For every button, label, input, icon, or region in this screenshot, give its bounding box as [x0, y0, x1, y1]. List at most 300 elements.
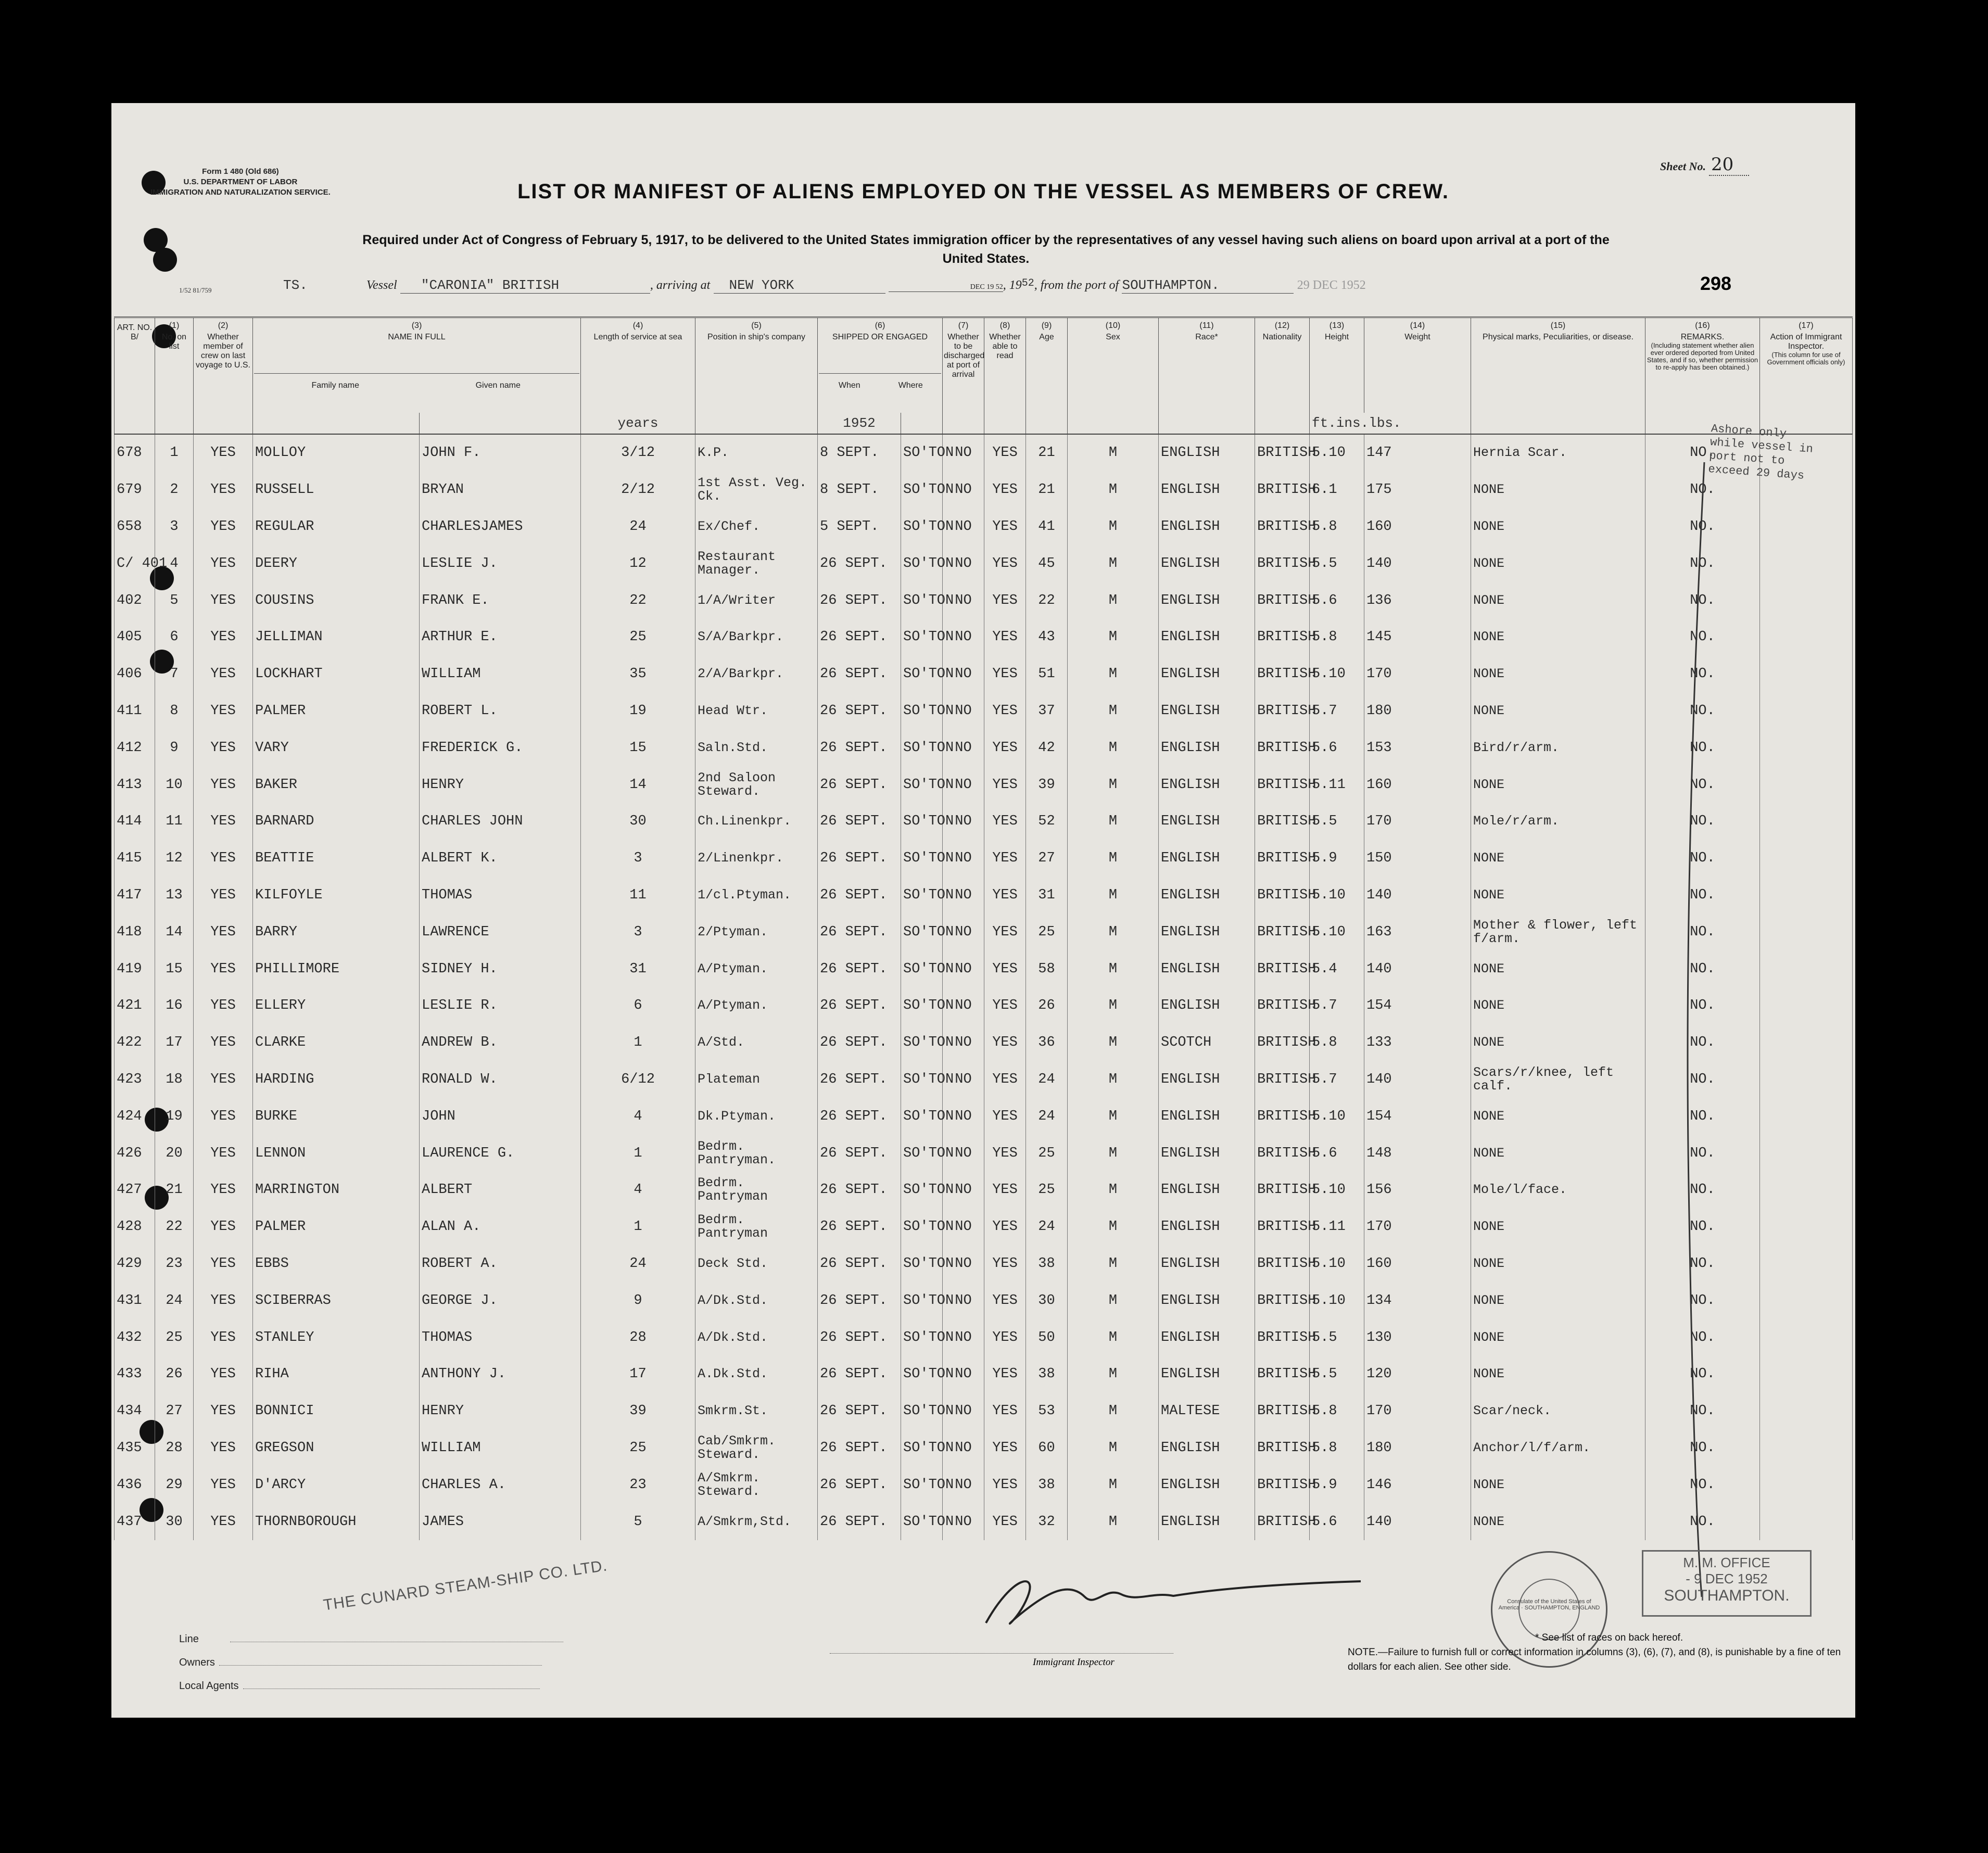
given-name: ALAN A.: [420, 1209, 581, 1246]
race-note: * See list of races on back hereof.: [1535, 1632, 1683, 1643]
remarks: NO.: [1645, 1503, 1760, 1540]
shipped-when: 26 SEPT.: [818, 987, 901, 1024]
able-to-read: YES: [984, 1393, 1026, 1430]
position: Saln.Std.: [695, 729, 818, 766]
given-name: LESLIE J.: [420, 545, 581, 582]
physical-marks: Anchor/l/f/arm.: [1471, 1430, 1645, 1467]
family-name: LOCKHART: [253, 656, 420, 693]
physical-marks: Bird/r/arm.: [1471, 729, 1645, 766]
last-voyage: YES: [194, 1393, 253, 1430]
given-name: ALBERT: [420, 1172, 581, 1209]
agents-field: [179, 1680, 540, 1692]
service-length: 4: [581, 1172, 695, 1209]
nationality: BRITISH: [1255, 509, 1310, 545]
list-number-cell: 6: [155, 619, 194, 656]
weight: 170: [1364, 1209, 1471, 1246]
inspector-action: [1760, 1098, 1853, 1135]
position: A/Ptyman.: [695, 950, 818, 987]
remarks: NO.: [1645, 840, 1760, 877]
discharge: NO: [943, 1282, 984, 1319]
age: 25: [1026, 913, 1068, 950]
discharge: NO: [943, 1319, 984, 1356]
shipped-where: SO'TON: [901, 1024, 943, 1061]
physical-marks: Mole/l/face.: [1471, 1172, 1645, 1209]
position: Head Wtr.: [695, 693, 818, 730]
shipped-where: SO'TON: [901, 1246, 943, 1283]
nationality: BRITISH: [1255, 582, 1310, 619]
family-name: PHILLIMORE: [253, 950, 420, 987]
art-number: 427: [115, 1172, 155, 1209]
table-row: [115, 1246, 1853, 1283]
family-name: STANLEY: [253, 1319, 420, 1356]
shipped-where: SO'TON: [901, 1282, 943, 1319]
table-row: [115, 766, 1853, 803]
given-name: ROBERT L.: [420, 693, 581, 730]
able-to-read: YES: [984, 1135, 1026, 1172]
col-race: (11) Race*: [1159, 318, 1255, 413]
line-label: Line: [179, 1633, 199, 1645]
table-row: [115, 472, 1853, 509]
weight: 133: [1364, 1024, 1471, 1061]
discharge: NO: [943, 1209, 984, 1246]
race: ENGLISH: [1159, 1246, 1255, 1283]
margin-bracket-line: [1673, 457, 1715, 1602]
sex: M: [1068, 1135, 1159, 1172]
shipped-when: 26 SEPT.: [818, 656, 901, 693]
list-number-cell: 24: [155, 1282, 194, 1319]
remarks: NO.: [1645, 729, 1760, 766]
position: Ex/Chef.: [695, 509, 818, 545]
service-length: 23: [581, 1466, 695, 1503]
list-number-cell: 13: [155, 877, 194, 914]
shipped-where: SO'TON: [901, 434, 943, 472]
col-action: (17) Action of Immigrant Inspector. (This column for use of Government officials only): [1760, 318, 1853, 413]
physical-marks: NONE: [1471, 1024, 1645, 1061]
table-row: [115, 950, 1853, 987]
sex: M: [1068, 1098, 1159, 1135]
inspector-action: [1760, 509, 1853, 545]
sex: M: [1068, 877, 1159, 914]
last-voyage: YES: [194, 1356, 253, 1393]
nationality: BRITISH: [1255, 1135, 1310, 1172]
nationality: BRITISH: [1255, 803, 1310, 840]
physical-marks: NONE: [1471, 950, 1645, 987]
weight: 140: [1364, 950, 1471, 987]
inspector-action: [1760, 1319, 1853, 1356]
race: ENGLISH: [1159, 1503, 1255, 1540]
remarks: NO.: [1645, 619, 1760, 656]
service-length: 9: [581, 1282, 695, 1319]
weight: 146: [1364, 1466, 1471, 1503]
age: 22: [1026, 582, 1068, 619]
height: 5.6: [1310, 1503, 1364, 1540]
race: ENGLISH: [1159, 1282, 1255, 1319]
physical-marks: NONE: [1471, 582, 1645, 619]
given-name: JOHN F.: [420, 434, 581, 472]
art-number: 413: [115, 766, 155, 803]
able-to-read: YES: [984, 1024, 1026, 1061]
family-name: COUSINS: [253, 582, 420, 619]
sheet-label: Sheet No.: [1660, 160, 1706, 173]
height: 5.6: [1310, 1135, 1364, 1172]
sex: M: [1068, 1061, 1159, 1098]
height: 5.8: [1310, 1024, 1364, 1061]
age: 24: [1026, 1209, 1068, 1246]
height: 5.8: [1310, 1430, 1364, 1467]
able-to-read: YES: [984, 1319, 1026, 1356]
age: 45: [1026, 545, 1068, 582]
service-length: 39: [581, 1393, 695, 1430]
arrival-date-stamp: DEC 19 52: [889, 283, 1003, 292]
able-to-read: YES: [984, 472, 1026, 509]
footnote: [1348, 1631, 1868, 1674]
col-weight: (14) Weight: [1364, 318, 1471, 413]
age: 32: [1026, 1503, 1068, 1540]
discharge: NO: [943, 545, 984, 582]
family-name: EBBS: [253, 1246, 420, 1283]
last-voyage: YES: [194, 766, 253, 803]
shipped-where: SO'TON: [901, 1098, 943, 1135]
height: 5.8: [1310, 1393, 1364, 1430]
family-name: THORNBOROUGH: [253, 1503, 420, 1540]
service-length: 3: [581, 913, 695, 950]
shipped-when: 26 SEPT.: [818, 1430, 901, 1467]
nationality: BRITISH: [1255, 619, 1310, 656]
nationality: BRITISH: [1255, 1209, 1310, 1246]
height: 5.10: [1310, 434, 1364, 472]
nationality: BRITISH: [1255, 1246, 1310, 1283]
sex: M: [1068, 1172, 1159, 1209]
shipped-when: 8 SEPT.: [818, 472, 901, 509]
list-number-cell: 4: [155, 545, 194, 582]
nationality: BRITISH: [1255, 1430, 1310, 1467]
age: 36: [1026, 1024, 1068, 1061]
last-voyage: YES: [194, 1209, 253, 1246]
shipped-when: 26 SEPT.: [818, 1282, 901, 1319]
col-height: (13) Height: [1310, 318, 1364, 413]
weight: 140: [1364, 877, 1471, 914]
weight: 153: [1364, 729, 1471, 766]
discharge: NO: [943, 1356, 984, 1393]
position: Restaurant Manager.: [695, 545, 818, 582]
position: K.P.: [695, 434, 818, 472]
sex: M: [1068, 1209, 1159, 1246]
sheet-no-value: 20: [1709, 154, 1749, 176]
height: 5.10: [1310, 1098, 1364, 1135]
discharge: NO: [943, 619, 984, 656]
shipped-where: SO'TON: [901, 766, 943, 803]
list-number-cell: 3: [155, 509, 194, 545]
remarks: NO.: [1645, 913, 1760, 950]
position: 1/cl.Ptyman.: [695, 877, 818, 914]
able-to-read: YES: [984, 803, 1026, 840]
physical-marks: NONE: [1471, 1209, 1645, 1246]
able-to-read: YES: [984, 582, 1026, 619]
position: Deck Std.: [695, 1246, 818, 1283]
col-discharge: (7) Whether to be discharged at port of arrival: [943, 318, 984, 413]
shipped-when: 26 SEPT.: [818, 1061, 901, 1098]
position: Bedrm. Pantryman: [695, 1209, 818, 1246]
family-name: BAKER: [253, 766, 420, 803]
table-row: [115, 1356, 1853, 1393]
race: ENGLISH: [1159, 582, 1255, 619]
physical-marks: NONE: [1471, 1246, 1645, 1283]
physical-marks: Mole/r/arm.: [1471, 803, 1645, 840]
given-name: GEORGE J.: [420, 1282, 581, 1319]
position: Plateman: [695, 1061, 818, 1098]
sex: M: [1068, 1503, 1159, 1540]
nationality: BRITISH: [1255, 434, 1310, 472]
remarks: NO.: [1645, 509, 1760, 545]
shipped-where: SO'TON: [901, 1393, 943, 1430]
col-discharge-label: Whether to be discharged at port of arrival: [944, 333, 985, 379]
shipped-when: 26 SEPT.: [818, 1135, 901, 1172]
inspector-action: [1760, 1503, 1853, 1540]
family-name: LENNON: [253, 1135, 420, 1172]
sex: M: [1068, 1393, 1159, 1430]
service-length: 15: [581, 729, 695, 766]
age: 30: [1026, 1282, 1068, 1319]
col-physical-marks-label: Physical marks, Peculiarities, or disease.: [1483, 333, 1634, 341]
col-weight-label: Weight: [1404, 333, 1430, 341]
remarks: NO.: [1645, 803, 1760, 840]
last-voyage: YES: [194, 656, 253, 693]
age: 58: [1026, 950, 1068, 987]
table-row: [115, 1393, 1853, 1430]
able-to-read: YES: [984, 619, 1026, 656]
race: ENGLISH: [1159, 729, 1255, 766]
shipped-where: SO'TON: [901, 619, 943, 656]
list-number-cell: 12: [155, 840, 194, 877]
service-length: 1: [581, 1209, 695, 1246]
service-length: 6: [581, 987, 695, 1024]
race: SCOTCH: [1159, 1024, 1255, 1061]
given-name: HENRY: [420, 1393, 581, 1430]
discharge: NO: [943, 1135, 984, 1172]
race: ENGLISH: [1159, 1172, 1255, 1209]
family-name: DEERY: [253, 545, 420, 582]
physical-marks: Scars/r/knee, left calf.: [1471, 1061, 1645, 1098]
col-height-label: Height: [1324, 333, 1349, 341]
last-voyage: YES: [194, 1172, 253, 1209]
col-no-label: No. on list: [161, 333, 187, 351]
sex: M: [1068, 950, 1159, 987]
inspector-action: [1760, 1172, 1853, 1209]
shipped-where: SO'TON: [901, 545, 943, 582]
table-row: [115, 1135, 1853, 1172]
weight: 156: [1364, 1172, 1471, 1209]
height: 5.10: [1310, 1282, 1364, 1319]
shipped-where: SO'TON: [901, 472, 943, 509]
last-voyage: YES: [194, 509, 253, 545]
inspector-action: [1760, 1466, 1853, 1503]
shipped-where: SO'TON: [901, 840, 943, 877]
nationality: BRITISH: [1255, 840, 1310, 877]
penalty-note: NOTE.—Failure to furnish full or correct information in columns (3), (6), (7), and (8), is punishable by a fine of ten dollars for each alien. See other side.: [1348, 1647, 1841, 1672]
race: ENGLISH: [1159, 1430, 1255, 1467]
age: 31: [1026, 877, 1068, 914]
shipped-where: SO'TON: [901, 987, 943, 1024]
shipped-where: SO'TON: [901, 1466, 943, 1503]
page-title: LIST OR MANIFEST OF ALIENS EMPLOYED ON THE VESSEL AS MEMBERS OF CREW.: [517, 180, 1449, 203]
nationality: BRITISH: [1255, 1356, 1310, 1393]
shipped-when: 26 SEPT.: [818, 840, 901, 877]
last-voyage: YES: [194, 619, 253, 656]
given-name: SIDNEY H.: [420, 950, 581, 987]
table-row: [115, 619, 1853, 656]
last-voyage: YES: [194, 729, 253, 766]
remarks: NO.: [1645, 1172, 1760, 1209]
sex: M: [1068, 840, 1159, 877]
inspector-action: [1760, 1356, 1853, 1393]
able-to-read: YES: [984, 509, 1026, 545]
service-length: 1: [581, 1135, 695, 1172]
able-to-read: YES: [984, 1503, 1026, 1540]
remarks-note: (Including statement whether alien ever ordered deported from United States, and if so, whether permission to re-apply has been obtained.): [1647, 341, 1758, 371]
art-number: 436: [115, 1466, 155, 1503]
height: 5.6: [1310, 582, 1364, 619]
given-name: ARTHUR E.: [420, 619, 581, 656]
table-row: [115, 1319, 1853, 1356]
inspector-action: [1760, 619, 1853, 656]
weight: 163: [1364, 913, 1471, 950]
position: A/Dk.Std.: [695, 1282, 818, 1319]
sheet-number: [1660, 154, 1749, 175]
given-name: WILLIAM: [420, 656, 581, 693]
sex: M: [1068, 472, 1159, 509]
physical-marks: NONE: [1471, 1319, 1645, 1356]
inspector-action: [1760, 987, 1853, 1024]
family-name: RUSSELL: [253, 472, 420, 509]
weight: 120: [1364, 1356, 1471, 1393]
list-number-cell: 21: [155, 1172, 194, 1209]
departure-date-stamp: 29 DEC 1952: [1297, 278, 1366, 292]
able-to-read: YES: [984, 1209, 1026, 1246]
shipped-where: SO'TON: [901, 582, 943, 619]
discharge: NO: [943, 434, 984, 472]
col-last-voyage-label: Whether member of crew on last voyage to U.S.: [196, 333, 250, 370]
art-number: 418: [115, 913, 155, 950]
inspector-action: [1760, 1393, 1853, 1430]
remarks: NO.: [1645, 1319, 1760, 1356]
sex: M: [1068, 987, 1159, 1024]
nationality: BRITISH: [1255, 1098, 1310, 1135]
nationality: BRITISH: [1255, 1061, 1310, 1098]
nationality: BRITISH: [1255, 693, 1310, 730]
nationality: BRITISH: [1255, 656, 1310, 693]
position: 2/Ptyman.: [695, 913, 818, 950]
office-stamp-line1: M. M. OFFICE: [1683, 1555, 1770, 1570]
col-remarks: (16) REMARKS. (Including statement whether alien ever ordered deported from United States, and if so, whether permission to re-apply has been obtained.): [1645, 318, 1760, 413]
given-name: LESLIE R.: [420, 987, 581, 1024]
crew-rows: [115, 434, 1853, 1540]
table-row: [115, 1282, 1853, 1319]
weight: 180: [1364, 1430, 1471, 1467]
weight: 160: [1364, 1246, 1471, 1283]
last-voyage: YES: [194, 1061, 253, 1098]
physical-marks: NONE: [1471, 987, 1645, 1024]
shipped-where: SO'TON: [901, 1209, 943, 1246]
col-read: (8) Whether able to read: [984, 318, 1026, 413]
shipped-when: 26 SEPT.: [818, 729, 901, 766]
height: 5.10: [1310, 1172, 1364, 1209]
service-length: 19: [581, 693, 695, 730]
service-length: 25: [581, 1430, 695, 1467]
last-voyage: YES: [194, 1282, 253, 1319]
list-number-cell: 20: [155, 1135, 194, 1172]
vessel-label: Vessel: [366, 278, 397, 292]
line-field: [179, 1633, 563, 1645]
height: 5.4: [1310, 950, 1364, 987]
art-number: 679: [115, 472, 155, 509]
nationality: BRITISH: [1255, 766, 1310, 803]
discharge: NO: [943, 877, 984, 914]
inspector-action: [1760, 1024, 1853, 1061]
list-number-cell: 14: [155, 913, 194, 950]
physical-marks: NONE: [1471, 1098, 1645, 1135]
action-note: (This column for use of Government officials only): [1767, 351, 1845, 366]
inspector-action: [1760, 1246, 1853, 1283]
age: 38: [1026, 1246, 1068, 1283]
table-row: [115, 1209, 1853, 1246]
sex: M: [1068, 693, 1159, 730]
remarks: NO.: [1645, 1356, 1760, 1393]
col-art: [115, 318, 155, 413]
list-number-cell: 19: [155, 1098, 194, 1135]
service-length: 6/12: [581, 1061, 695, 1098]
last-voyage: YES: [194, 1503, 253, 1540]
art-number: 433: [115, 1356, 155, 1393]
from-port: SOUTHAMPTON.: [1122, 277, 1294, 294]
weight: 170: [1364, 656, 1471, 693]
list-number-cell: 23: [155, 1246, 194, 1283]
family-name: BONNICI: [253, 1393, 420, 1430]
discharge: NO: [943, 729, 984, 766]
arriving-label: , arriving at: [650, 278, 711, 292]
service-length: 3/12: [581, 434, 695, 472]
family-name: SCIBERRAS: [253, 1282, 420, 1319]
inspector-action: [1760, 1061, 1853, 1098]
shipped-when: 26 SEPT.: [818, 1356, 901, 1393]
list-number-cell: 18: [155, 1061, 194, 1098]
height: 5.8: [1310, 509, 1364, 545]
nationality: BRITISH: [1255, 1393, 1310, 1430]
page-subtitle: Required under Act of Congress of February 5, 1917, to be delivered to the United States immigration officer by the representatives of any vessel having such aliens on board upon arrival at a port of the United States.: [362, 233, 1610, 266]
shipped-when: 26 SEPT.: [818, 1246, 901, 1283]
last-voyage: YES: [194, 1466, 253, 1503]
col-race-label: Race*: [1195, 333, 1218, 341]
service-length: 5: [581, 1503, 695, 1540]
art-number: 402: [115, 582, 155, 619]
family-name: KILFOYLE: [253, 877, 420, 914]
age: 42: [1026, 729, 1068, 766]
col-sex-label: Sex: [1106, 333, 1120, 341]
table-row: [115, 1430, 1853, 1467]
weight: 170: [1364, 803, 1471, 840]
race: ENGLISH: [1159, 840, 1255, 877]
race: ENGLISH: [1159, 1356, 1255, 1393]
punch-hole: [153, 248, 177, 272]
shipped-where: SO'TON: [901, 656, 943, 693]
service-length: 24: [581, 509, 695, 545]
col-age-label: Age: [1039, 333, 1054, 341]
sex: M: [1068, 509, 1159, 545]
given-name: HENRY: [420, 766, 581, 803]
office-stamp: [1642, 1550, 1812, 1617]
shipped-where: SO'TON: [901, 1503, 943, 1540]
race: ENGLISH: [1159, 1466, 1255, 1503]
family-name: BURKE: [253, 1098, 420, 1135]
